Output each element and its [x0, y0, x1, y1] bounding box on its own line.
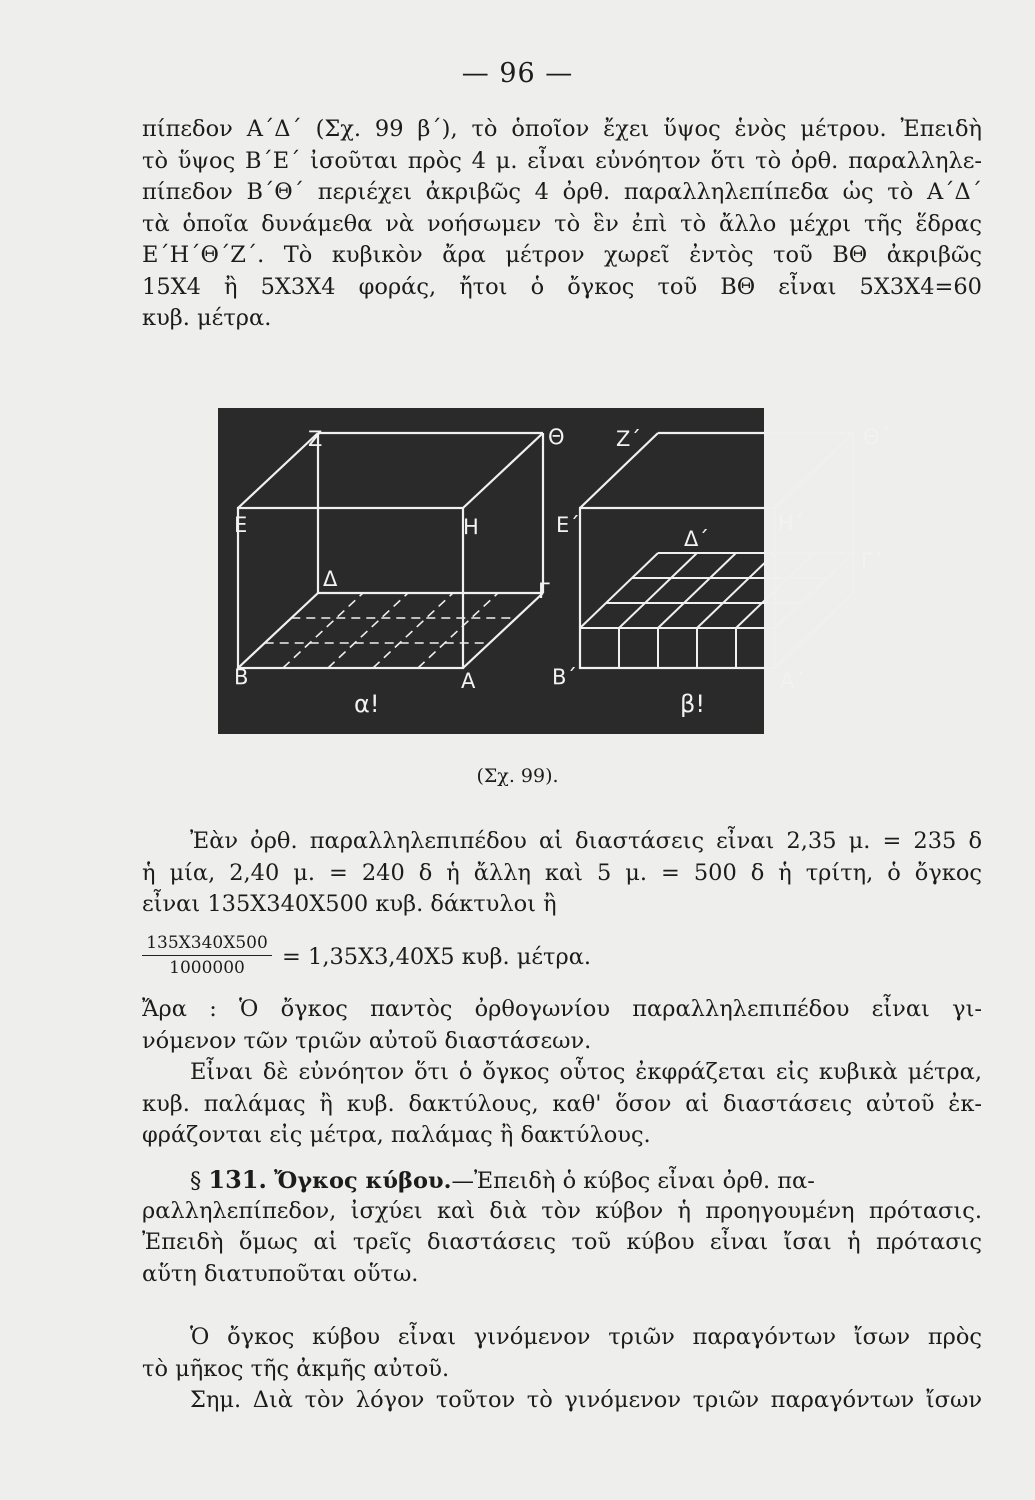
label-e-prime: Ε΄	[556, 513, 580, 537]
page-number: — 96 —	[461, 58, 574, 89]
label-b-prime: Β΄	[552, 665, 577, 689]
text-line: κυβ. μέτρα.	[142, 305, 272, 331]
subfigure-a-label: α!	[354, 690, 380, 718]
label-gamma-prime: Γ΄	[861, 549, 884, 573]
section-heading-line	[142, 1164, 982, 1196]
fraction-result: = 1,35Χ3,40Χ5 κυβ. μέτρα.	[282, 944, 592, 970]
text-line: Ἐπειδὴ ὅμως αἱ τρεῖς διαστάσεις τοῦ κύβου εἶναι ἴσαι ἡ πρότασις	[142, 1229, 982, 1255]
paragraph-4	[142, 1322, 982, 1417]
text-line: Εἶναι δὲ εὐνόητον ὅτι ὁ ὄγκος οὗτος ἐκφράζεται εἰς κυβικὰ μέτρα,	[190, 1059, 982, 1085]
paragraph-2	[142, 826, 982, 921]
text-line: φράζονται εἰς μέτρα, παλάμας ἢ δακτύλους.	[142, 1122, 651, 1148]
label-a-prime: Α΄	[780, 669, 805, 693]
label-z: Ζ	[308, 427, 323, 451]
text-line: πίπεδον Α΄Δ΄ (Σχ. 99 β΄), τὸ ὁποῖον ἔχει ὕψος ἑνὸς μέτρου. Ἐπειδὴ	[142, 116, 982, 142]
label-b: Β	[234, 665, 249, 689]
text-line: Σημ. Διὰ τὸν λόγον τοῦτον τὸ γινόμενον τριῶν παραγόντων ἴσων	[190, 1387, 982, 1413]
text-line: πίπεδον Β΄Θ΄ περιέχει ἀκριβῶς 4 ὀρθ. παραλληλεπίπεδα ὡς τὸ Α΄Δ΄	[142, 179, 982, 205]
section-symbol: §	[190, 1168, 202, 1194]
section-text-first: —Ἐπειδὴ ὁ κύβος εἶναι ὀρθ. πα-	[451, 1168, 815, 1194]
figure-labels	[218, 408, 891, 734]
text-line: τὸ μῆκος τῆς ἀκμῆς αὐτοῦ.	[142, 1355, 450, 1382]
figure-caption: (Σχ. 99).	[476, 765, 559, 787]
fraction-numerator: 135Χ340Χ500	[142, 933, 272, 956]
text-line: Ε΄Η΄Θ΄Ζ΄. Τὸ κυβικὸν ἄρα μέτρον χωρεῖ ἐντὸς τοῦ ΒΘ ἀκριβῶς	[142, 242, 982, 268]
paragraph-3	[142, 994, 982, 1152]
label-delta-prime: Δ΄	[684, 527, 709, 551]
text-line: νόμενον τῶν τριῶν αὐτοῦ διαστάσεων.	[142, 1027, 592, 1054]
label-h: Η	[463, 515, 479, 539]
label-delta: Δ	[323, 567, 338, 591]
paragraph-1	[142, 114, 982, 335]
text-line: Ὁ ὄγκος κύβου εἶναι γινόμενον τριῶν παραγόντων ἴσων πρὸς	[190, 1324, 982, 1350]
text-line: 15Χ4 ἢ 5Χ3Χ4 φοράς, ἤτοι ὁ ὄγκος τοῦ ΒΘ εἶναι 5Χ3Χ4=60	[142, 273, 982, 300]
section-number: 131.	[208, 1165, 267, 1194]
label-theta: Θ	[548, 425, 565, 449]
label-z-prime: Ζ΄	[616, 427, 641, 451]
label-gamma: Γ	[538, 579, 550, 603]
section-131	[142, 1164, 982, 1290]
label-a: Α	[461, 669, 476, 693]
label-h-prime: Η΄	[778, 511, 805, 535]
text-line: τὸ ὕψος Β΄Ε΄ ἰσοῦται πρὸς 4 μ. εἶναι εὐνόητον ὅτι τὸ ὀρθ. παραλληλε-	[142, 147, 982, 174]
text-line: Ἐὰν ὀρθ. παραλληλεπιπέδου αἱ διαστάσεις εἶναι 2,35 μ. = 235 δ	[190, 828, 982, 854]
text-line: τὰ ὁποῖα δυνάμεθα νὰ νοήσωμεν τὸ ἓν ἐπὶ τὸ ἄλλο μέχρι τῆς ἕδρας	[142, 210, 982, 237]
fraction-denominator: 1000000	[169, 958, 245, 978]
subfigure-b-label: β!	[680, 690, 705, 718]
section-title: Ὄγκος κύβου.	[274, 1168, 452, 1194]
text-line: αὕτη διατυποῦται οὕτω.	[142, 1260, 419, 1287]
text-line: ἡ μία, 2,40 μ. = 240 δ ἡ ἄλλη καὶ 5 μ. = 500 δ ἡ τρίτη, ὁ ὄγκος	[142, 859, 982, 886]
text-line: ραλληλεπίπεδον, ἰσχύει καὶ διὰ τὸν κύβον ἡ προηγουμένη πρότασις.	[142, 1197, 982, 1224]
figure-99	[218, 408, 891, 734]
label-e: Ε	[234, 513, 248, 537]
label-theta-prime: Θ΄	[863, 425, 891, 449]
text-line: Ἄρα : Ὁ ὄγκος παντὸς ὀρθογωνίου παραλληλεπιπέδου εἶναι γι-	[142, 996, 982, 1022]
text-line: κυβ. παλάμας ἢ κυβ. δακτύλους, καθ' ὅσον αἱ διαστάσεις αὐτοῦ ἐκ-	[142, 1090, 982, 1117]
fraction	[142, 933, 272, 978]
text-line: εἶναι 135Χ340Χ500 κυβ. δάκτυλοι ἢ	[142, 891, 557, 917]
